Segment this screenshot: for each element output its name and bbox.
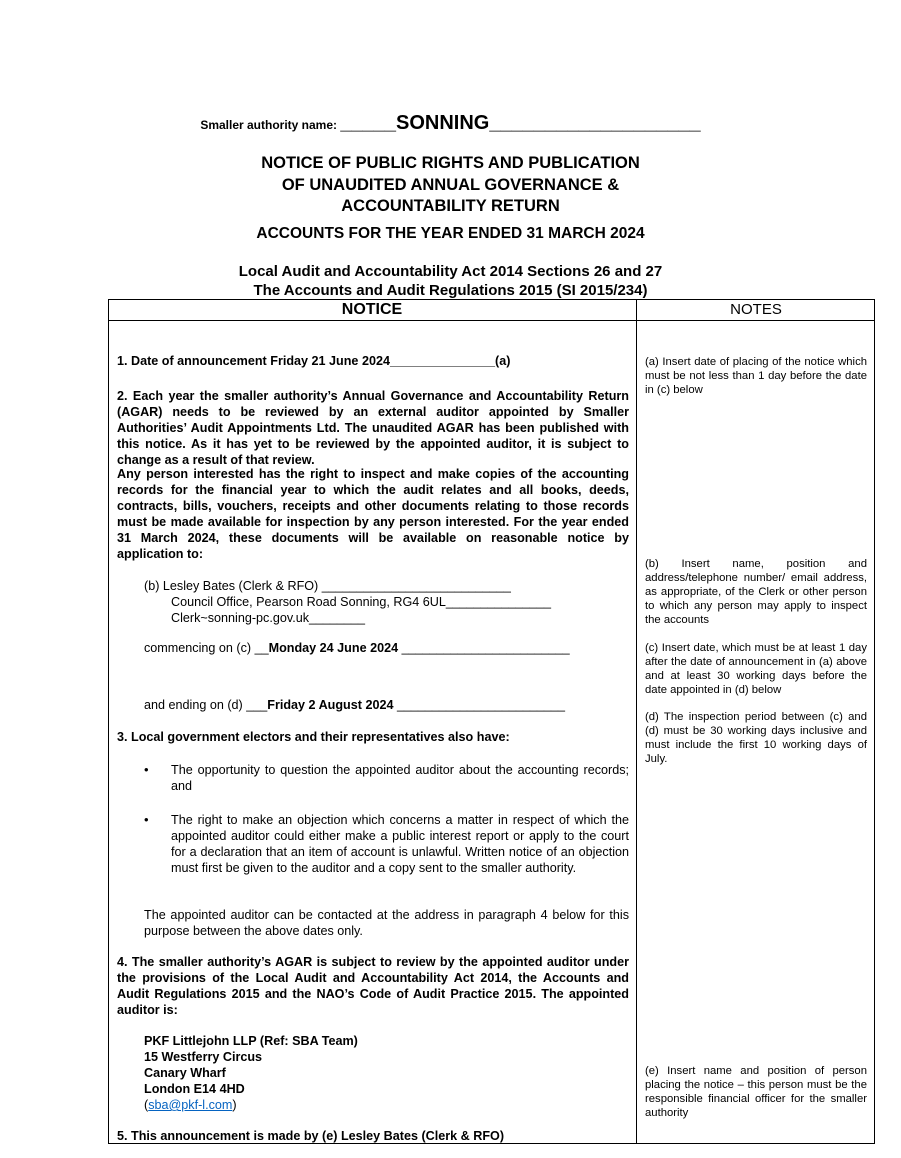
- legislation-line: Local Audit and Accountability Act 2014 Sections 26 and 27: [238, 263, 663, 280]
- bullet-question-auditor: The opportunity to question the appointed auditor about the accounting records; and: [171, 763, 629, 793]
- paragraph-5-announcement-by: 5. This announcement is made by (e) Lesley Bates (Clerk & RFO): [117, 1129, 505, 1143]
- title-line: OF UNAUDITED ANNUAL GOVERNANCE &: [281, 175, 620, 194]
- bullet-marker: •: [144, 762, 149, 777]
- document-subtitle: ACCOUNTS FOR THE YEAR ENDED 31 MARCH 2024: [256, 225, 645, 242]
- title-line: ACCOUNTABILITY RETURN: [341, 197, 560, 215]
- notes-column-header: NOTES: [730, 301, 782, 318]
- commencing-label: commencing on (c) __: [144, 641, 269, 655]
- paragraph-2-inspection-rights: Any person interested has the right to inspect and make copies of the accounting records for the financial year to which the audit relates and all books, deeds, contracts, bills, vouchers, receipts and other documents relating to those records must be made available for inspection by any person interested. For the year ended 31 March 2024, these documents will be available on reasonable notice by application to:: [117, 467, 629, 561]
- column-divider: [636, 299, 637, 1144]
- note-e: (e) Insert name and position of person placing the notice – this person must be the responsible financial officer for the smaller authority: [645, 1065, 867, 1119]
- auditor-address-line: PKF Littlejohn LLP (Ref: SBA Team): [144, 1034, 358, 1048]
- authority-prefix-blank: _____: [340, 112, 396, 134]
- bullet-objection-right: The right to make an objection which concerns a matter in respect of which the appointed auditor could either make a public interest report or apply to the court for a declaration that an item of account is unlawful. Written notice of an objection must first be given to the auditor and a copy sent to the smaller authority.: [171, 813, 629, 875]
- auditor-address-line: Canary Wharf: [144, 1066, 226, 1080]
- authority-name-line: [0, 112, 901, 135]
- bullet-marker: •: [144, 812, 149, 827]
- contact-address-line: Council Office, Pearson Road Sonning, RG4 6UL_______________: [171, 595, 551, 609]
- auditor-contact-note: The appointed auditor can be contacted at the address in paragraph 4 below for this purpose between the above dates only.: [144, 908, 629, 938]
- auditor-address-line: London E14 4HD: [144, 1082, 245, 1096]
- auditor-address-line: 15 Westferry Circus: [144, 1050, 263, 1064]
- note-d: (d) The inspection period between (c) and (d) must be 30 working days inclusive and must include the first 10 working days of July.: [645, 711, 867, 765]
- legislation-references: [0, 262, 901, 300]
- note-c: (c) Insert date, which must be at least 1 day after the date of announcement in (a) above and at least 30 working days before the date appointed in (d) below: [645, 642, 867, 696]
- document-title: [0, 153, 901, 218]
- ending-date-line: [144, 697, 565, 713]
- auditor-email-line: [144, 1097, 237, 1113]
- paragraph-1-announcement-date: 1. Date of announcement Friday 21 June 2024_______________(a): [117, 354, 511, 368]
- paragraph-3-elector-rights: 3. Local government electors and their representatives also have:: [117, 730, 510, 744]
- paragraph-2-agar-review: 2. Each year the smaller authority’s Annual Governance and Accountability Return (AGAR) needs to be reviewed by an external auditor appointed by Smaller Authorities’ Audit Appointments Ltd. The unaudited AGAR has been published with this notice. As it has yet to be reviewed by the appointed auditor, it is subject to change as a result of that review.: [117, 389, 629, 467]
- email-open-paren: (: [144, 1098, 149, 1112]
- note-b: (b) Insert name, position and address/telephone number/ email address, as appropriate, of the Clerk or other person to which any person may apply to inspect the accounts: [645, 558, 867, 626]
- authority-name-label: Smaller authority name:: [200, 118, 341, 132]
- title-line: NOTICE OF PUBLIC RIGHTS AND PUBLICATION: [261, 154, 640, 172]
- ending-label: and ending on (d) ___: [144, 698, 268, 712]
- commencing-date-line: [144, 640, 570, 656]
- legislation-line: The Accounts and Audit Regulations 2015 (SI 2015/234): [253, 282, 648, 299]
- commencing-date: Monday 24 June 2024: [268, 641, 399, 655]
- notice-column-header: NOTICE: [341, 301, 403, 318]
- ending-blank: ________________________: [393, 698, 566, 712]
- header-divider: [108, 320, 875, 321]
- note-a: (a) Insert date of placing of the notice which must be not less than 1 day before the date in (c) below: [645, 356, 867, 396]
- authority-name: SONNING: [395, 112, 490, 134]
- authority-suffix-blank: ___________________: [489, 112, 701, 134]
- auditor-address: [144, 1033, 358, 1097]
- ending-date: Friday 2 August 2024: [267, 698, 394, 712]
- contact-name-line: (b) Lesley Bates (Clerk & RFO) ___________________________: [144, 579, 511, 593]
- auditor-email-link[interactable]: sba@pkf-l.com: [148, 1098, 233, 1112]
- paragraph-4-appointed-auditor: 4. The smaller authority’s AGAR is subject to review by the appointed auditor under the provisions of the Local Audit and Accountability Act 2014, the Accounts and Audit Regulations 2015 and the NAO’s Code of Audit Practice 2015. The appointed auditor is:: [117, 955, 629, 1017]
- email-close-paren: ): [232, 1098, 237, 1112]
- commencing-blank: ________________________: [398, 641, 570, 655]
- contact-email-line: Clerk~sonning-pc.gov.uk________: [171, 611, 366, 625]
